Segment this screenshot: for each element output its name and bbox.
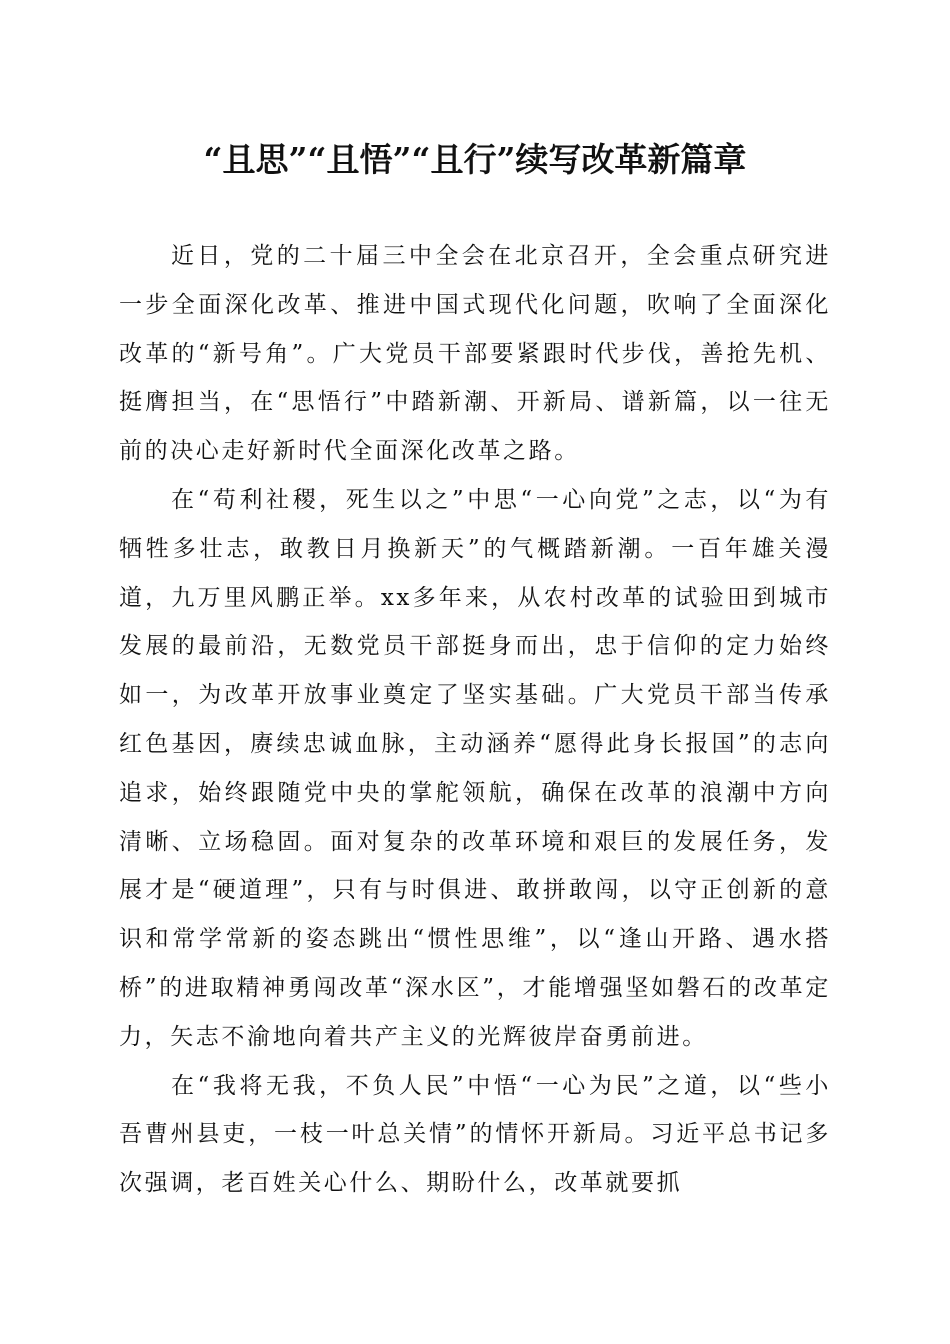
paragraph-1: 近日，党的二十届三中全会在北京召开，全会重点研究进一步全面深化改革、推进中国式现代化问题，吹响了全面深化改革的“新号角”。广大党员干部要紧跟时代步伐，善抢先机、挺膺担当，在“思悟行”中踏新潮、开新局、谱新篇，以一往无前的决心走好新时代全面深化改革之路。 <box>119 243 831 465</box>
document-body <box>119 232 831 1208</box>
paragraph-2: 在“苟利社稷，死生以之”中思“一心向党”之志，以“为有牺牲多壮志，敢教日月换新天”的气概踏新潮。一百年雄关漫道，九万里风鹏正举。xx多年来，从农村改革的试验田到城市发展的最前沿，无数党员干部挺身而出，忠于信仰的定力始终如一，为改革开放事业奠定了坚实基础。广大党员干部当传承红色基因，赓续忠诚血脉，主动涵养“愿得此身长报国”的志向追求，始终跟随党中央的掌舵领航，确保在改革的浪潮中方向清晰、立场稳固。面对复杂的改革环境和艰巨的发展任务，发展才是“硬道理”，只有与时俱进、敢拼敢闯，以守正创新的意识和常学常新的姿态跳出“惯性思维”，以“逢山开路、遇水搭桥”的进取精神勇闯改革“深水区”，才能增强坚如磐石的改革定力，矢志不渝地向着共产主义的光辉彼岸奋勇前进。 <box>119 486 831 1050</box>
document-title: “且思”“且悟”“且行”续写改革新篇章 <box>203 140 747 179</box>
paragraph-3: 在“我将无我，不负人民”中悟“一心为民”之道，以“些小吾曹州县吏，一枝一叶总关情”的情怀开新局。习近平总书记多次强调，老百姓关心什么、期盼什么，改革就要抓 <box>119 1072 831 1197</box>
